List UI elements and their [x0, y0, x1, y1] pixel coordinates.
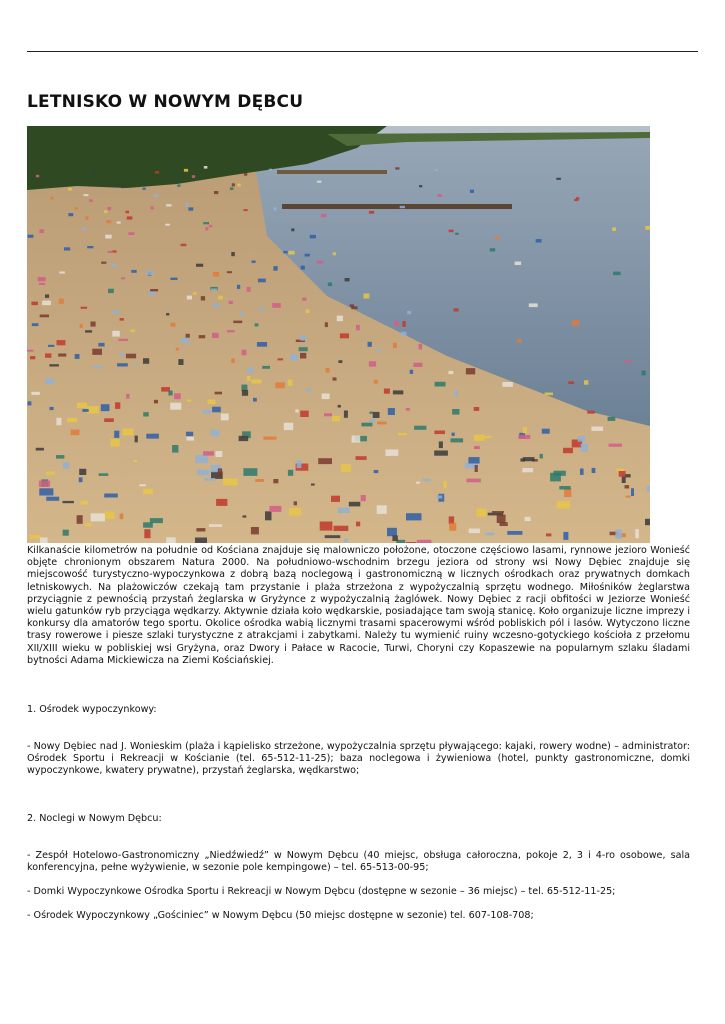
lodging-item: - Zespół Hotelowo-Gastronomiczny „Niedźwiedź” w Nowym Dębcu (40 miejsc, obsługa całoroczna, pokoje 2, 3 i 4-ro osobowe, sala konferencyjna, pełne wyżywienie, w sezonie pole kempingowe) – tel. 65-513-00-95; — [27, 850, 690, 874]
page-title: LETNISKO W NOWYM DĘBCU — [27, 92, 304, 112]
section-heading-lodging: 2. Noclegi w Nowym Dębcu: — [27, 813, 162, 824]
header-rule — [27, 51, 698, 52]
lodging-item: - Domki Wypoczynkowe Ośrodka Sportu i Rekreacji w Nowym Dębcu (dostępne w sezonie – 36 miejsc) – tel. 65-512-11-25; — [27, 886, 616, 897]
beach-photo — [27, 126, 650, 543]
intro-paragraph: Kilkanaście kilometrów na południe od Kościana znajduje się malowniczo położone, otoczone częściowo lasami, rynnowe jezioro Wonieść objęte chronionym obszarem Natura 2000. Na południowo-wschodnim brzegu jeziora od strony wsi Nowy Dębiec znajduje się miejscowość turystyczno-wypoczynkowa z dobrą bazą noclegową i gastronomiczną w licznych ośrodkach oraz prywatnych domkach letniskowych. Na plażowiczów czekają tam przystanie i plaża strzeżona z wypożyczalnią sprzętu wodnego. Miłośników żeglarstwa przyciągnie z pewnością przystań żeglarska w Gryżynce z wypożyczalnią żaglówek. Nowy Dębiec z racji obfitości w Jeziorze Wonieść wielu gatunków ryb przyciąga wędkarzy. Aktywnie działa koło wędkarskie, posiadające tam swoją stanicę. Koło organizuje liczne imprezy i konkursy dla amatorów tego sportu. Okolice ośrodka wabią licznymi trasami spacerowymi wśród pobliskich pól i lasów. Wytyczono liczne trasy rowerowe i piesze szlaki turystyczne z atrakcjami i zabytkami. Należy tu wymienić ruiny wczesno-gotyckiego kościoła z przełomu XII/XIII wieku w pobliskiej wsi Gryżyna, oraz Dwory i Pałace w Racocie, Turwi, Choryni czy Kopaszewie na popularnym szlaku śladami bytności Adama Mickiewicza na Ziemi Kościańskiej. — [27, 545, 690, 666]
resort-item: - Nowy Dębiec nad J. Wonieskim (plaża i kąpielisko strzeżone, wypożyczalnia sprzętu pływającego: kajaki, rowery wodne) – administrator: Ośrodek Sportu i Rekreacji w Kościanie (tel. 65-512-11-25); baza noclegowa i żywieniowa (hotel, punkty gastronomiczne, domki wypoczynkowe, kwatery prywatne), przystań żeglarska, wędkarstwo; — [27, 741, 690, 777]
lodging-item: - Ośrodek Wypoczynkowy „Gościniec” w Nowym Dębcu (50 miejsc dostępne w sezonie) tel. 607-108-708; — [27, 910, 534, 921]
section-heading-resort: 1. Ośrodek wypoczynkowy: — [27, 704, 157, 715]
